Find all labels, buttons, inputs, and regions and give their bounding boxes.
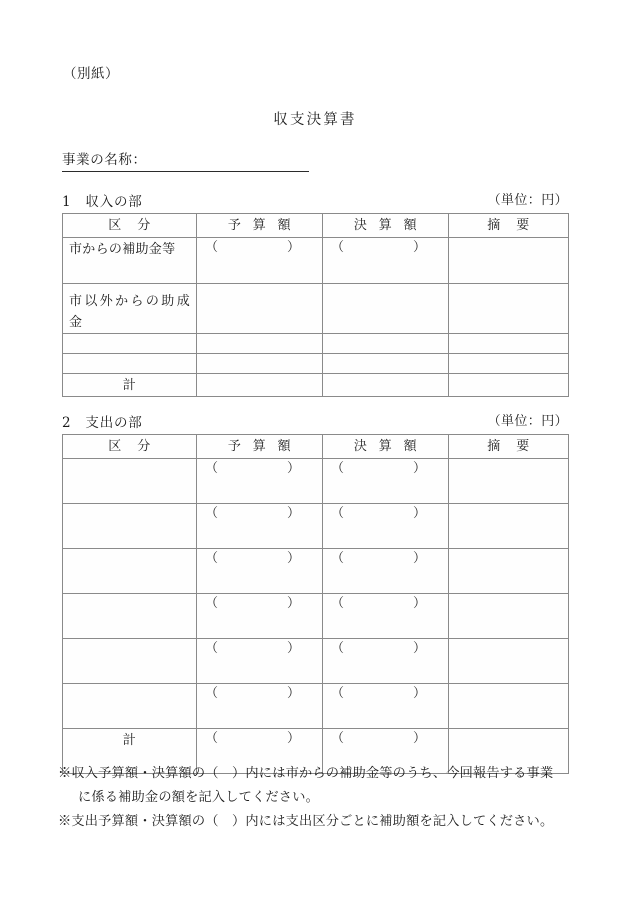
cell-budget[interactable] bbox=[197, 284, 323, 334]
cell-settlement[interactable] bbox=[323, 459, 449, 504]
cell-total-label: 計 bbox=[63, 729, 197, 774]
paren-close: ） bbox=[286, 731, 300, 746]
attachment-marker: （別紙） bbox=[63, 66, 119, 82]
column-header-division bbox=[63, 214, 197, 238]
table-row bbox=[63, 354, 569, 374]
expense-table bbox=[62, 434, 569, 774]
table-row bbox=[63, 334, 569, 354]
paren-open: （ bbox=[331, 551, 345, 566]
cell-division[interactable] bbox=[63, 284, 197, 334]
cell-budget[interactable] bbox=[197, 684, 323, 729]
paren-open: （ bbox=[331, 506, 345, 521]
cell-division-line1: 市以外からの助成 bbox=[69, 294, 190, 309]
table-row bbox=[63, 549, 569, 594]
paren-open: （ bbox=[331, 686, 345, 701]
paren-close: ） bbox=[286, 506, 300, 521]
cell-total-settlement[interactable] bbox=[323, 374, 449, 397]
paren-close: ） bbox=[412, 461, 426, 476]
column-header-division-text: 区 分 bbox=[108, 218, 151, 233]
paren-open: （ bbox=[205, 596, 219, 611]
cell-budget[interactable] bbox=[197, 639, 323, 684]
cell-division-line2: 金 bbox=[69, 315, 83, 330]
unit-note-expense: （単位：円） bbox=[487, 414, 568, 429]
footnote-2: ※支出予算額・決算額の（ ）内には支出区分ごとに補助額を記入してください。 bbox=[58, 814, 554, 829]
column-header-settlement bbox=[323, 435, 449, 459]
paren-open: （ bbox=[331, 461, 345, 476]
cell-division[interactable] bbox=[63, 594, 197, 639]
cell-total-remarks[interactable] bbox=[449, 374, 569, 397]
section-heading-expense bbox=[62, 411, 143, 431]
section-number-income: 1 bbox=[62, 194, 72, 210]
footnote-1-line-1: ※収入予算額・決算額の（ ）内には市からの補助金等のうち、今回報告する事業 bbox=[58, 766, 554, 781]
cell-budget[interactable] bbox=[197, 334, 323, 354]
cell-division[interactable] bbox=[63, 639, 197, 684]
paren-open: （ bbox=[331, 240, 345, 255]
paren-close: ） bbox=[286, 551, 300, 566]
table-row bbox=[63, 504, 569, 549]
section-label-expense: 支出の部 bbox=[85, 415, 143, 431]
income-table bbox=[62, 213, 569, 397]
cell-settlement[interactable] bbox=[323, 504, 449, 549]
cell-division-text bbox=[63, 284, 196, 333]
column-header-division bbox=[63, 435, 197, 459]
column-header-settlement-text: 決 算 額 bbox=[353, 218, 418, 233]
table-header-row bbox=[63, 214, 569, 238]
cell-remarks[interactable] bbox=[449, 459, 569, 504]
paren-close: ） bbox=[286, 686, 300, 701]
paren-close: ） bbox=[286, 641, 300, 656]
paren-close: ） bbox=[412, 731, 426, 746]
paren-close: ） bbox=[412, 506, 426, 521]
paren-open: （ bbox=[331, 596, 345, 611]
cell-settlement[interactable] bbox=[323, 284, 449, 334]
unit-note-income: （単位：円） bbox=[487, 193, 568, 208]
paren-open: （ bbox=[205, 551, 219, 566]
cell-budget[interactable] bbox=[197, 354, 323, 374]
column-header-remarks bbox=[449, 435, 569, 459]
table-total-row bbox=[63, 374, 569, 397]
column-header-budget-text: 予 算 額 bbox=[227, 218, 292, 233]
cell-division[interactable] bbox=[63, 549, 197, 594]
cell-division[interactable] bbox=[63, 238, 197, 284]
cell-settlement[interactable] bbox=[323, 639, 449, 684]
column-header-budget bbox=[197, 214, 323, 238]
cell-settlement[interactable] bbox=[323, 238, 449, 284]
cell-remarks[interactable] bbox=[449, 354, 569, 374]
table-row bbox=[63, 238, 569, 284]
footnotes bbox=[58, 762, 578, 834]
table-row bbox=[63, 284, 569, 334]
cell-division[interactable] bbox=[63, 459, 197, 504]
page-title: 収支決算書 bbox=[273, 112, 357, 128]
paren-open: （ bbox=[205, 641, 219, 656]
cell-division[interactable] bbox=[63, 504, 197, 549]
cell-settlement[interactable] bbox=[323, 354, 449, 374]
cell-remarks[interactable] bbox=[449, 594, 569, 639]
cell-remarks[interactable] bbox=[449, 684, 569, 729]
paren-close: ） bbox=[412, 240, 426, 255]
cell-total-budget[interactable] bbox=[197, 374, 323, 397]
cell-budget[interactable] bbox=[197, 504, 323, 549]
project-name-field[interactable]: 事業の名称： bbox=[62, 148, 309, 172]
cell-settlement[interactable] bbox=[323, 334, 449, 354]
column-header-remarks bbox=[449, 214, 569, 238]
paren-open: （ bbox=[331, 731, 345, 746]
cell-budget[interactable] bbox=[197, 549, 323, 594]
paren-open: （ bbox=[205, 506, 219, 521]
paren-close: ） bbox=[412, 686, 426, 701]
paren-open: （ bbox=[331, 641, 345, 656]
section-heading-income bbox=[62, 190, 143, 210]
cell-remarks[interactable] bbox=[449, 504, 569, 549]
section-number-expense: 2 bbox=[62, 415, 72, 431]
table-row bbox=[63, 459, 569, 504]
column-header-remarks-text: 摘 要 bbox=[487, 439, 530, 454]
cell-settlement[interactable] bbox=[323, 594, 449, 639]
cell-settlement[interactable] bbox=[323, 549, 449, 594]
paren-close: ） bbox=[286, 240, 300, 255]
paren-open: （ bbox=[205, 731, 219, 746]
cell-division[interactable] bbox=[63, 684, 197, 729]
cell-budget[interactable] bbox=[197, 459, 323, 504]
cell-remarks[interactable] bbox=[449, 639, 569, 684]
cell-division-text: 市からの補助金等 bbox=[69, 242, 176, 257]
column-header-budget bbox=[197, 435, 323, 459]
cell-budget[interactable] bbox=[197, 238, 323, 284]
cell-remarks[interactable] bbox=[449, 334, 569, 354]
cell-budget[interactable] bbox=[197, 594, 323, 639]
cell-remarks[interactable] bbox=[449, 549, 569, 594]
column-header-budget-text: 予 算 額 bbox=[227, 439, 292, 454]
paren-open: （ bbox=[205, 240, 219, 255]
paren-open: （ bbox=[205, 686, 219, 701]
cell-settlement[interactable] bbox=[323, 684, 449, 729]
table-header-row bbox=[63, 435, 569, 459]
paren-close: ） bbox=[412, 641, 426, 656]
cell-division[interactable] bbox=[63, 334, 197, 354]
cell-total-label: 計 bbox=[63, 374, 197, 397]
cell-division[interactable] bbox=[63, 354, 197, 374]
column-header-settlement-text: 決 算 額 bbox=[353, 439, 418, 454]
cell-remarks[interactable] bbox=[449, 284, 569, 334]
table-row bbox=[63, 639, 569, 684]
paren-open: （ bbox=[205, 461, 219, 476]
column-header-division-text: 区 分 bbox=[108, 439, 151, 454]
footnote-1-line-2: に係る補助金の額を記入してください。 bbox=[78, 790, 319, 805]
paren-close: ） bbox=[412, 596, 426, 611]
paren-close: ） bbox=[412, 551, 426, 566]
cell-remarks[interactable] bbox=[449, 238, 569, 284]
column-header-remarks-text: 摘 要 bbox=[487, 218, 530, 233]
section-label-income: 収入の部 bbox=[85, 194, 143, 210]
column-header-settlement bbox=[323, 214, 449, 238]
table-row bbox=[63, 684, 569, 729]
table-row bbox=[63, 594, 569, 639]
paren-close: ） bbox=[286, 596, 300, 611]
paren-close: ） bbox=[286, 461, 300, 476]
